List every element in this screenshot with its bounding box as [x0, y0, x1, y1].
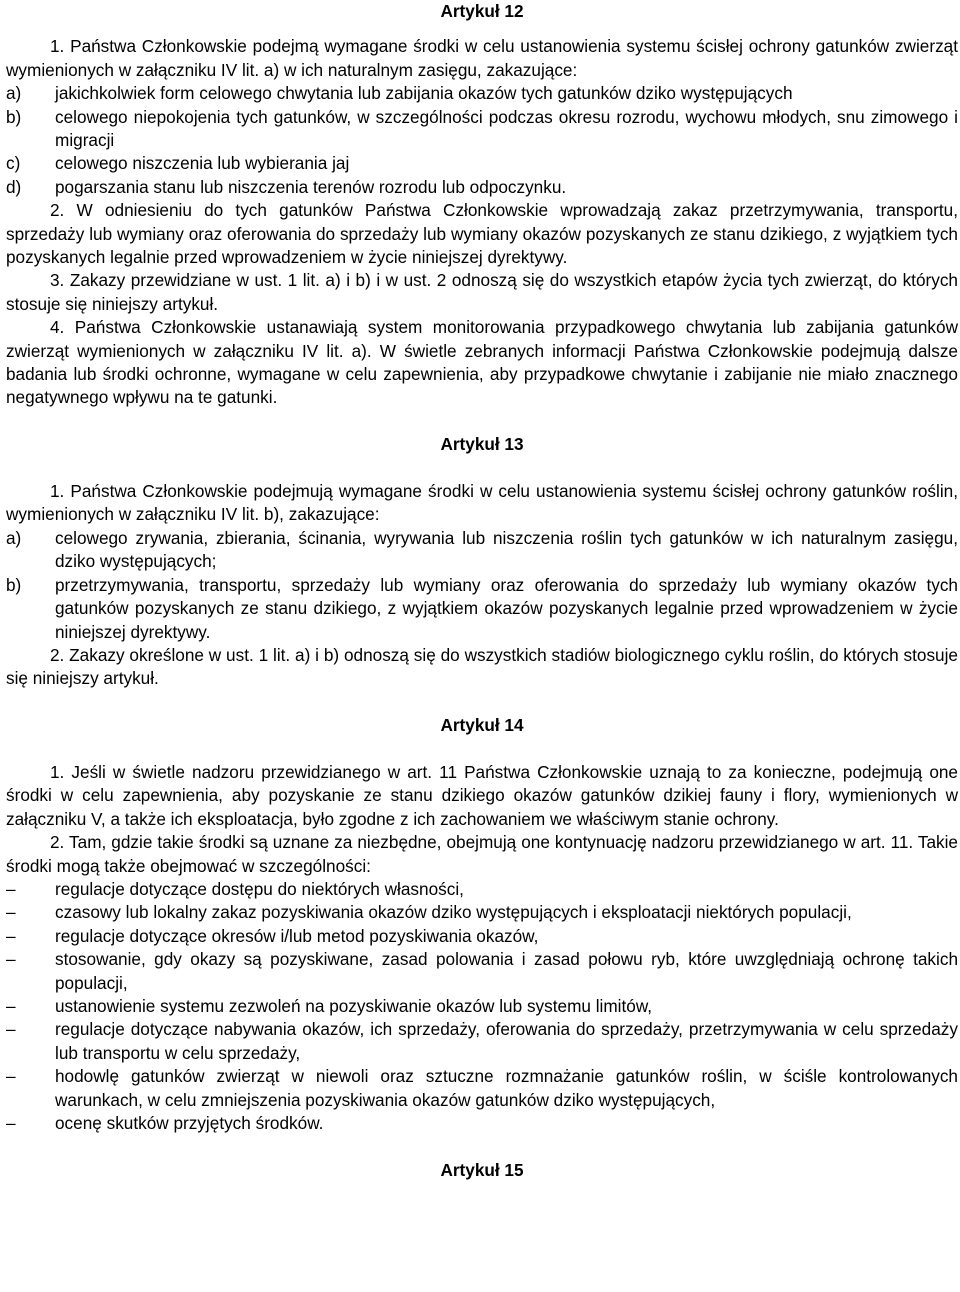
- art12-paragraph-4: 4. Państwa Członkowskie ustanawiają system monitorowania przypadkowego chwytania lub zabijania gatunków zwierząt wymienionych w załączniku IV lit. a). W świetle zebranych informacji Państwa Członkowskie podejmują dalsze badania lub środki ochronne, wymagane w celu zapewnienia, aby przypadkowe chwytanie i zabijanie nie miało znacznego negatywnego wpływu na te gatunki.: [6, 317, 958, 408]
- art14-dash-item: [6, 1065, 958, 1112]
- article-13-heading: Artykuł 13: [440, 434, 524, 455]
- list-item-text: ustanowienie systemu zezwoleń na pozyskiwanie okazów lub systemu limitów,: [55, 995, 653, 1016]
- list-marker: d): [6, 176, 22, 197]
- article-15-heading: Artykuł 15: [440, 1159, 524, 1180]
- art12-item-a: [6, 82, 958, 105]
- dash-marker: –: [6, 878, 16, 899]
- art13-paragraph-1: 1. Państwa Członkowskie podejmują wymagane środki w celu ustanowienia systemu ścisłej ochrony gatunków roślin, wymienionych w załączniku IV lit. b), zakazujące:: [6, 481, 958, 525]
- list-item-text: regulacje dotyczące okresów i/lub metod pozyskiwania okazów,: [55, 925, 539, 946]
- dash-marker: –: [6, 902, 16, 923]
- art12-paragraph-2: 2. W odniesieniu do tych gatunków Państwa Członkowskie wprowadzają zakaz przetrzymywania, transportu, sprzedaży lub wymiany oraz oferowania do sprzedaży lub wymiany okazów pozyskanych ze stanu dzikiego, z wyjątkiem tych pozyskanych legalnie przed wprowadzeniem w życie niniejszej dyrektywy.: [6, 200, 958, 268]
- list-marker: a): [6, 83, 22, 104]
- list-marker: b): [6, 574, 22, 595]
- art12-item-c: [6, 152, 958, 175]
- dash-marker: –: [6, 949, 16, 970]
- dash-marker: –: [6, 1112, 16, 1133]
- dash-marker: –: [6, 1019, 16, 1040]
- art14-dash-item: [6, 925, 958, 948]
- dash-marker: –: [6, 995, 16, 1016]
- article-14-heading: Artykuł 14: [440, 715, 524, 736]
- list-item-text: czasowy lub lokalny zakaz pozyskiwania okazów dziko występujących i eksploatacji niektórych populacji,: [55, 902, 852, 923]
- art14-dash-item: [6, 878, 958, 901]
- list-item-text: celowego niszczenia lub wybierania jaj: [55, 153, 350, 174]
- list-marker: b): [6, 106, 22, 127]
- art14-dash-item: [6, 995, 958, 1018]
- art13-paragraph-2: 2. Zakazy określone w ust. 1 lit. a) i b) odnoszą się do wszystkich stadiów biologicznego cyklu roślin, do których stosuje się niniejszy artykuł.: [6, 644, 958, 689]
- list-item-text: celowego zrywania, zbierania, ścinania, wyrywania lub niszczenia roślin tych gatunków w ich naturalnym zasięgu, dziko występujących;: [55, 527, 958, 572]
- list-item-text: jakichkolwiek form celowego chwytania lub zabijania okazów tych gatunków dziko występujących: [55, 83, 793, 104]
- list-marker: c): [6, 153, 21, 174]
- list-item-text: hodowlę gatunków zwierząt w niewoli oraz sztuczne rozmnażanie gatunków roślin, w ściśle kontrolowanych warunkach, w celu zmniejszenia pozyskiwania okazów gatunków dziko występujących,: [55, 1066, 958, 1110]
- list-item-text: przetrzymywania, transportu, sprzedaży lub wymiany oraz oferowania do sprzedaży lub wymiany okazów tych gatunków pozyskanych ze stanu dzikiego, z wyjątkiem okazów pozyskanych legalnie przed wprowadzeniem w życie niniejszej dyrektywy.: [55, 574, 958, 642]
- art13-item-a: [6, 527, 958, 574]
- list-item-text: ocenę skutków przyjętych środków.: [55, 1112, 324, 1133]
- list-item-text: stosowanie, gdy okazy są pozyskiwane, zasad polowania i zasad połowu ryb, które uwzględniają ochronę takich populacji,: [55, 949, 958, 993]
- art14-dash-item: [6, 1112, 958, 1135]
- document-page: [6, 0, 958, 1182]
- art14-paragraph-2: 2. Tam, gdzie takie środki są uznane za niezbędne, obejmują one kontynuację nadzoru przewidzianego w art. 11. Takie środki mogą także obejmować w szczególności:: [6, 832, 958, 876]
- dash-marker: –: [6, 925, 16, 946]
- art12-paragraph-1: 1. Państwa Członkowskie podejmą wymagane środki w celu ustanowienia systemu ścisłej ochrony gatunków zwierząt wymienionych w załączniku IV lit. a) w ich naturalnym zasięgu, zakazujące:: [6, 36, 958, 80]
- list-marker: a): [6, 527, 22, 548]
- list-item-text: celowego niepokojenia tych gatunków, w szczególności podczas okresu rozrodu, wychowu młodych, snu zimowego i migracji: [55, 106, 958, 151]
- art14-dash-item: [6, 948, 958, 995]
- art12-item-d: [6, 176, 958, 199]
- art12-paragraph-3: 3. Zakazy przewidziane w ust. 1 lit. a) i b) i w ust. 2 odnoszą się do wszystkich etapów życia tych zwierząt, do których stosuje się niniejszy artykuł.: [6, 270, 958, 314]
- list-item-text: regulacje dotyczące dostępu do niektórych własności,: [55, 878, 464, 899]
- art14-dash-item: [6, 901, 958, 924]
- article-12-heading: Artykuł 12: [440, 1, 524, 21]
- dash-marker: –: [6, 1066, 16, 1087]
- art13-item-b: [6, 574, 958, 644]
- list-item-text: pogarszania stanu lub niszczenia terenów rozrodu lub odpoczynku.: [55, 176, 567, 197]
- art14-dash-item: [6, 1018, 958, 1065]
- list-item-text: regulacje dotyczące nabywania okazów, ich sprzedaży, oferowania do sprzedaży, przetrzymywania w celu sprzedaży lub transportu w celu sprzedaży,: [55, 1019, 958, 1063]
- art14-paragraph-1: 1. Jeśli w świetle nadzoru przewidzianego w art. 11 Państwa Członkowskie uznają to za konieczne, podejmują one środki w celu zapewnienia, aby pozyskanie ze stanu dzikiego okazów gatunków dzikiej fauny i flory, wymienionych w załączniku V, a także ich eksploatacja, było zgodne z ich zachowaniem we właściwym stanie ochrony.: [6, 761, 958, 829]
- art12-item-b: [6, 106, 958, 153]
